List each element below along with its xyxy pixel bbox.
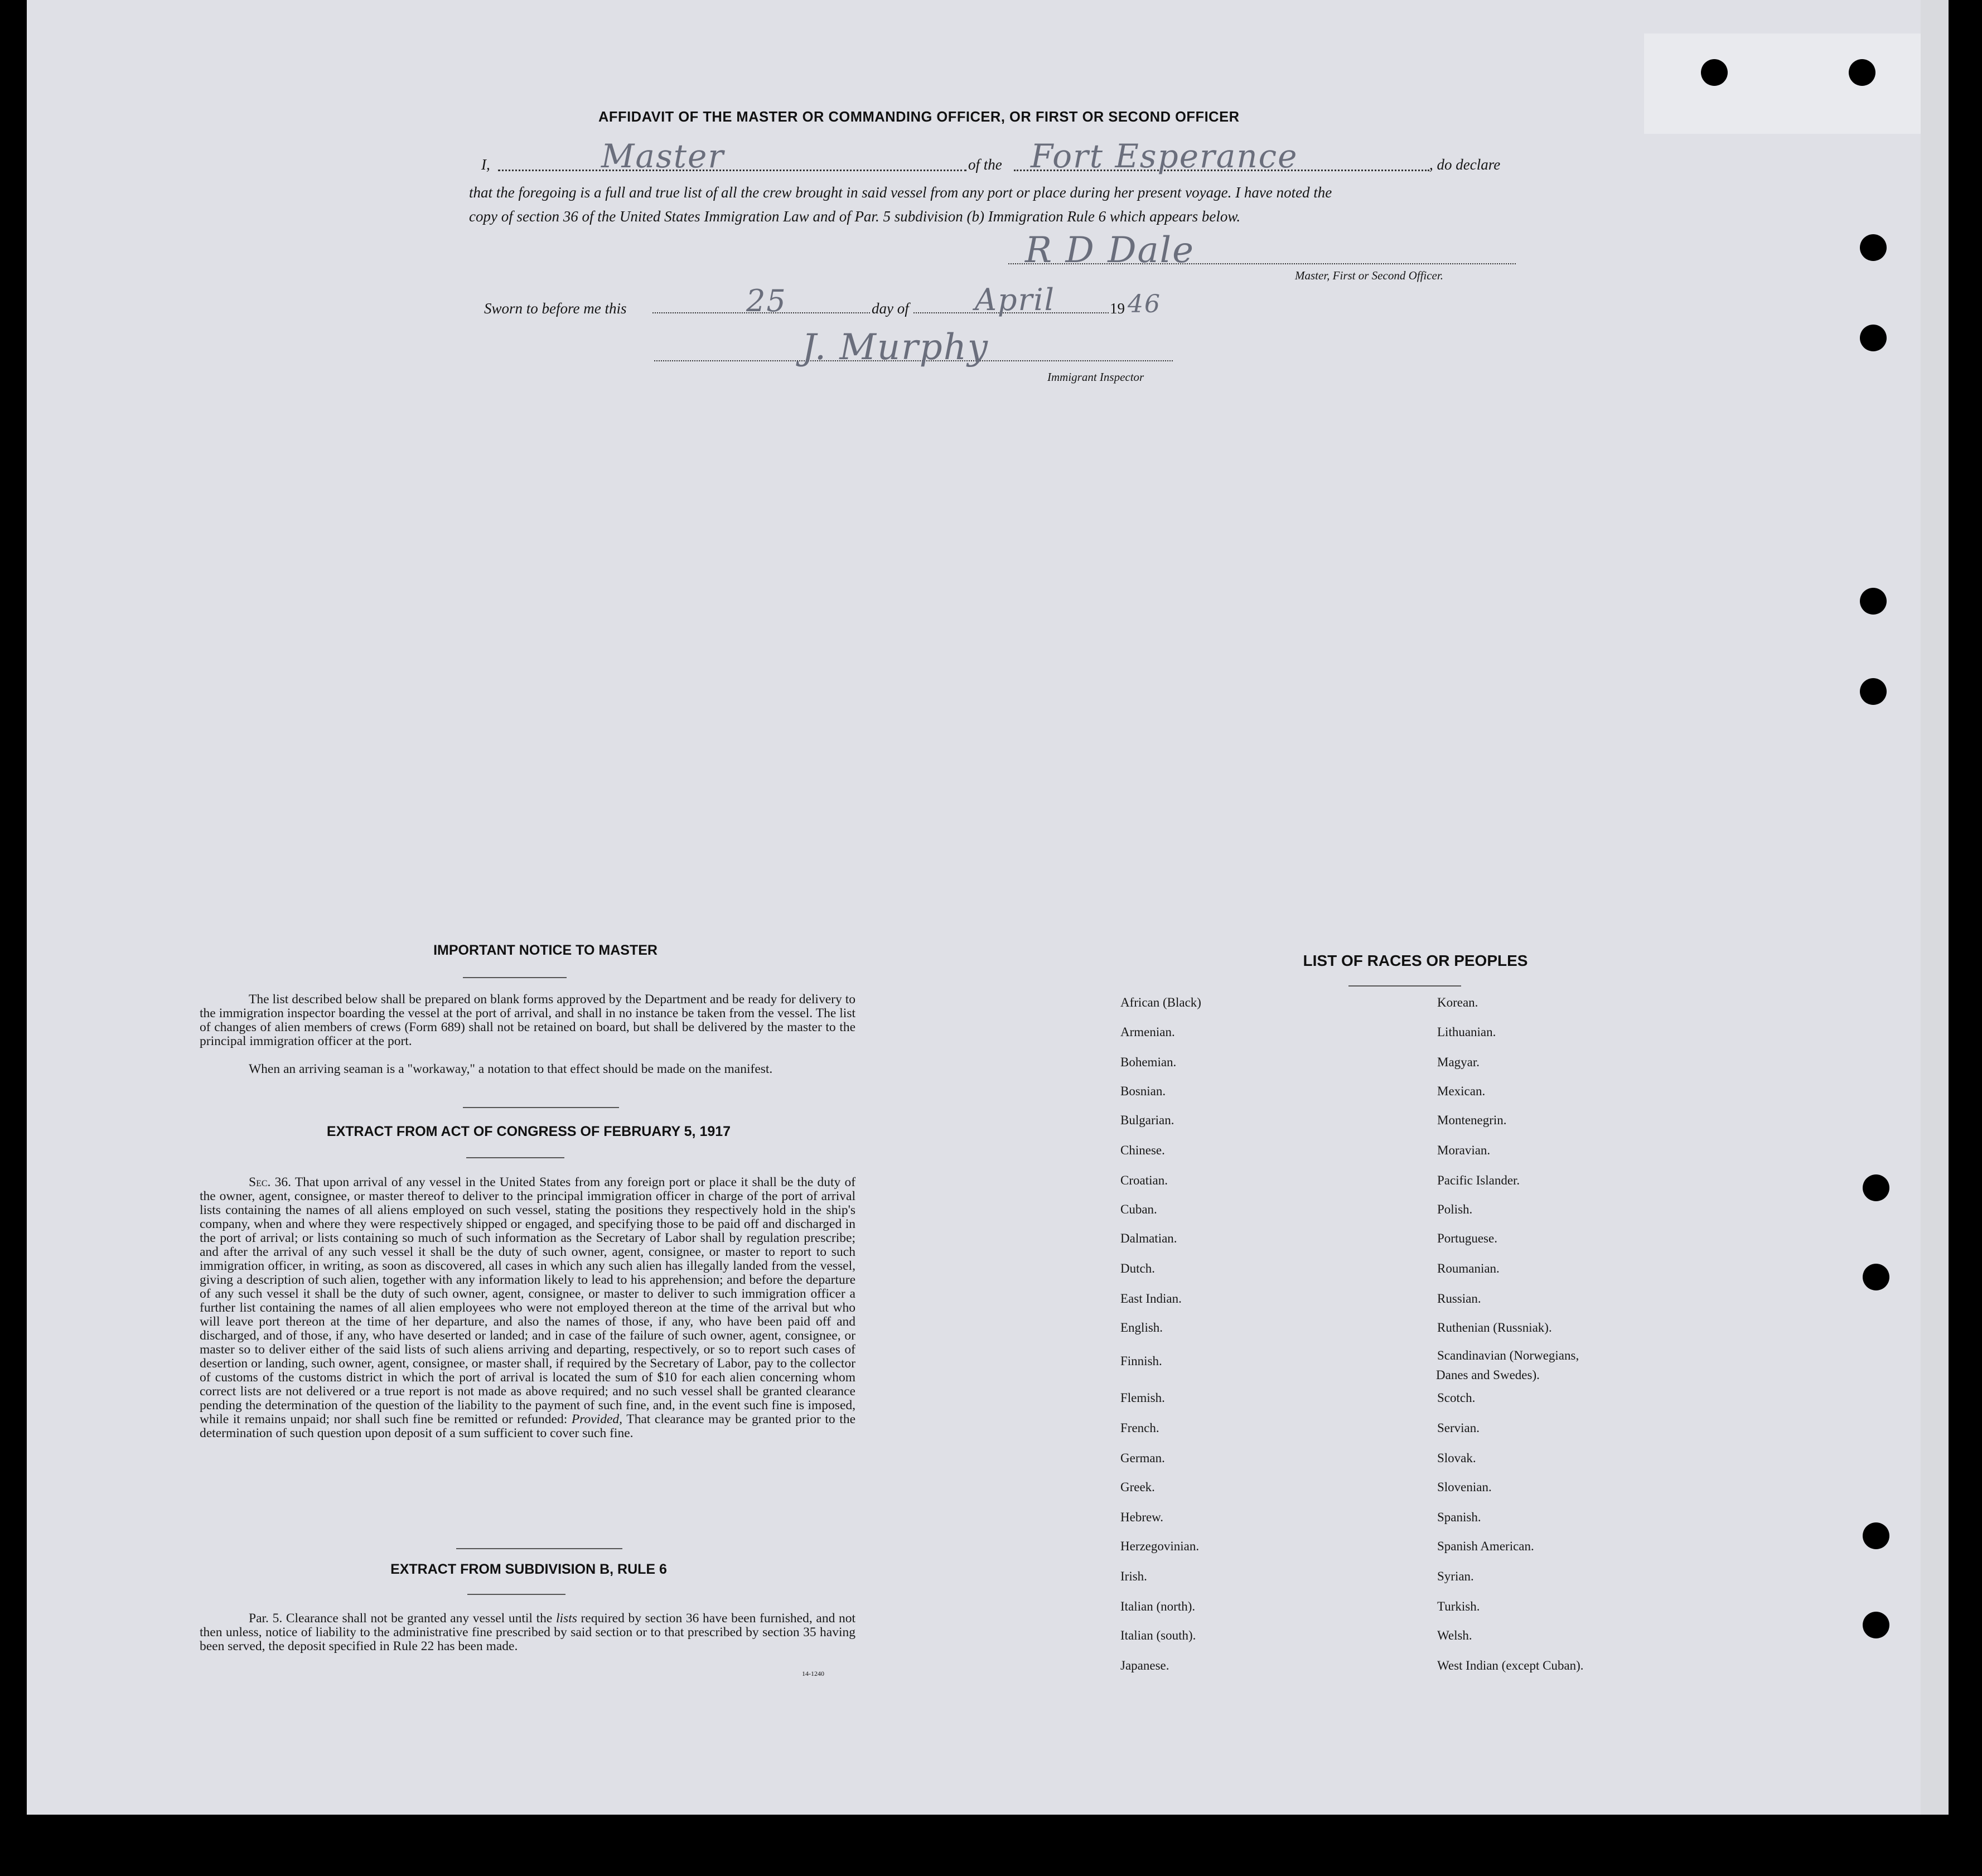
officer-caption: Master, First or Second Officer. (1295, 269, 1443, 282)
race-item: Italian (south). (1120, 1628, 1196, 1642)
race-item: Chinese. (1120, 1143, 1165, 1157)
race-item: German. (1120, 1451, 1165, 1465)
race-item: Welsh. (1437, 1628, 1472, 1642)
race-item: Greek. (1120, 1480, 1155, 1494)
year-prefix: 19 (1110, 300, 1125, 317)
inspector-caption: Immigrant Inspector (1047, 370, 1144, 384)
race-item: Bosnian. (1120, 1084, 1166, 1098)
race-item: Armenian. (1120, 1025, 1175, 1039)
act-text: That upon arrival of any vessel in the United States from any foreign port or place it shall be the duty of the owner, agent, consignee, or master thereof to deliver to the principal immigration officer in charge of the port of arrival lists containing the names of all aliens employed on such vessel, stating the positions they respectively hold in the ship's company, when and where they were respectively shipped or engaged, and specifying those to be paid off and discharged in the port of arrival; or lists containing so much of such information as the Secretary of Labor shall by regulation prescribe; and after the arrival of any such vessel it shall be the duty of such owner, agent, consignee, or master to report to such immigration officer, in writing, as soon as discovered, all cases in which any such alien has illegally landed from the vessel, giving a description of such alien, together with any information likely to lead to his apprehension; and before the departure of any such vessel it shall be the duty of such owner, agent, consignee, or master to deliver to such immigration officer a further list containing the names of all alien employees who were not employed thereon at the time of the arrival but who will leave port thereon at the time of her departure, and also the names of those, if any, who have been paid off and discharged, and of those, if any, who have deserted or landed; and in case of the failure of such owner, agent, consignee, or master so to deliver either of the said lists of such aliens arriving and departing, respectively, or so to report such cases of desertion or landing, such owner, agent, consignee, or master shall, if required by the Secretary of Labor, pay to the collector of customs of the customs district in which the port of arrival is located the sum of $10 for each alien concerning whom correct lists are not delivered or a true report is not made as above required; and no such vessel shall be granted clearance pending the determination of the question of the liability to the payment of such fine, and, in the event such fine is imposed, while it remains unpaid; nor shall such fine be remitted or refunded: (200, 1175, 856, 1427)
punch-hole (1860, 588, 1887, 615)
race-item: Syrian. (1437, 1569, 1474, 1583)
sworn-month: April (975, 282, 1055, 317)
race-item: West Indian (except Cuban). (1437, 1659, 1584, 1672)
race-item: Hebrew. (1120, 1510, 1164, 1524)
master-name-handwriting: Master (601, 137, 725, 175)
of-the-label: of the (968, 156, 1002, 173)
race-item: French. (1120, 1421, 1159, 1435)
race-item: Scandinavian (Norwegians, (1437, 1348, 1579, 1362)
rule-lists-word: lists (555, 1611, 577, 1626)
sworn-day: 25 (746, 283, 787, 318)
race-item: Turkish. (1437, 1599, 1480, 1613)
race-item: Pacific Islander. (1437, 1173, 1520, 1187)
act-provided-label: Provided, (571, 1412, 623, 1427)
race-item: Scotch. (1437, 1391, 1476, 1405)
rule-paragraph (200, 1612, 855, 1653)
race-item: Lithuanian. (1437, 1025, 1496, 1039)
race-item: Flemish. (1120, 1391, 1165, 1405)
punch-hole (1860, 678, 1887, 705)
race-item: Roumanian. (1437, 1261, 1500, 1275)
year-suffix: 46 (1128, 290, 1161, 318)
act-bottom-rule (456, 1548, 622, 1549)
sworn-label: Sworn to before me this (484, 300, 627, 317)
notice-bottom-rule (463, 1107, 619, 1108)
race-item: Slovenian. (1437, 1480, 1492, 1494)
vessel-name-handwriting: Fort Esperance (1031, 137, 1298, 175)
do-declare-text: , do declare (1429, 156, 1501, 173)
punch-hole (1860, 325, 1887, 351)
race-item: Slovak. (1437, 1451, 1476, 1465)
race-item: Irish. (1120, 1569, 1147, 1583)
notice-paragraph-2: When an arriving seaman is a "workaway," a notation to that effect should be made on the manifest. (249, 1062, 773, 1076)
race-item: English. (1120, 1321, 1163, 1335)
affidavit-line-2: that the foregoing is a full and true list of all the crew brought in said vessel from any port or place during her present voyage. I have noted the (469, 184, 1332, 201)
race-item: Moravian. (1437, 1143, 1491, 1157)
punch-hole (1863, 1612, 1889, 1638)
notice-paragraph-1: The list described below shall be prepared on blank forms approved by the Department and be ready for delivery to the immigration inspector boarding the vessel at the port of arrival, and shall in no instance be taken from the vessel. The list of changes of alien members of crews (Form 689) shall not be retained on board, but shall be delivered by the master to the principal immigration officer at the port. (200, 992, 855, 1048)
act-sec-label: Sec. 36. (249, 1175, 291, 1190)
rule-text-before: Par. 5. Clearance shall not be granted any vessel until the (249, 1611, 553, 1626)
race-item: Dalmatian. (1120, 1231, 1177, 1245)
race-item: Dutch. (1120, 1261, 1155, 1275)
race-item: Korean. (1437, 995, 1478, 1009)
act-rule (466, 1157, 564, 1158)
races-heading: LIST OF RACES OR PEOPLES (1303, 952, 1528, 969)
race-item: Ruthenian (Russniak). (1437, 1321, 1552, 1335)
race-item: Mexican. (1437, 1084, 1486, 1098)
rule-rule (467, 1594, 565, 1595)
race-item: Servian. (1437, 1421, 1480, 1435)
race-item: Magyar. (1437, 1055, 1480, 1069)
document-page (27, 0, 1921, 1815)
form-number: 14-1240 (802, 1670, 824, 1677)
race-item: Spanish American. (1437, 1539, 1534, 1553)
race-item: Cuban. (1120, 1202, 1157, 1216)
race-item: Herzegovinian. (1120, 1539, 1200, 1553)
punch-hole (1849, 59, 1875, 86)
act-section-36 (200, 1176, 855, 1440)
i-label: I, (481, 156, 490, 173)
act-text-end: That clearance may be granted prior to the determination of such question upon deposit of a sum sufficient to cover such fine. (200, 1412, 855, 1440)
race-item: Bulgarian. (1120, 1113, 1174, 1127)
punch-hole (1701, 59, 1728, 86)
notice-heading: IMPORTANT NOTICE TO MASTER (433, 942, 658, 958)
race-item: Finnish. (1120, 1354, 1162, 1368)
inspector-signature: J. Murphy (802, 327, 989, 368)
race-item: Russian. (1437, 1292, 1481, 1306)
race-item: Bohemian. (1120, 1055, 1177, 1069)
rule-text-after: required by section 36 have been furnished, and not then unless, notice of liability to the administrative fine prescribed by said section or to that prescribed by section 35 having been served, the deposit specified in Rule 22 has been made. (200, 1611, 856, 1653)
race-item: Polish. (1437, 1202, 1473, 1216)
races-rule (1348, 985, 1461, 987)
race-item: African (Black) (1120, 995, 1201, 1009)
race-item: Japanese. (1120, 1659, 1169, 1672)
affidavit-line-3: copy of section 36 of the United States Immigration Law and of Par. 5 subdivision (b) Immigration Rule 6 which appears below. (469, 208, 1241, 225)
race-item: East Indian. (1120, 1292, 1182, 1306)
punch-hole (1863, 1522, 1889, 1549)
officer-signature: R D Dale (1025, 230, 1195, 271)
act-heading: EXTRACT FROM ACT OF CONGRESS OF FEBRUARY 5, 1917 (326, 1124, 731, 1139)
punch-hole (1860, 234, 1887, 261)
race-item: Italian (north). (1120, 1599, 1196, 1613)
day-of-label: day of (872, 300, 909, 317)
race-item: Portuguese. (1437, 1231, 1497, 1245)
punch-hole (1863, 1264, 1889, 1290)
page-edge (1921, 0, 1949, 1815)
punch-hole (1863, 1174, 1889, 1201)
rule-heading: EXTRACT FROM SUBDIVISION B, RULE 6 (390, 1561, 667, 1577)
affidavit-heading: AFFIDAVIT OF THE MASTER OR COMMANDING OFFICER, OR FIRST OR SECOND OFFICER (598, 109, 1240, 125)
master-name-field (498, 152, 966, 171)
notice-rule (463, 977, 567, 978)
race-item: Croatian. (1120, 1173, 1168, 1187)
race-scandinavian-continued: Danes and Swedes). (1436, 1368, 1540, 1382)
race-item: Montenegrin. (1437, 1113, 1507, 1127)
race-item: Spanish. (1437, 1510, 1481, 1524)
corner-discoloration (1644, 33, 1921, 134)
